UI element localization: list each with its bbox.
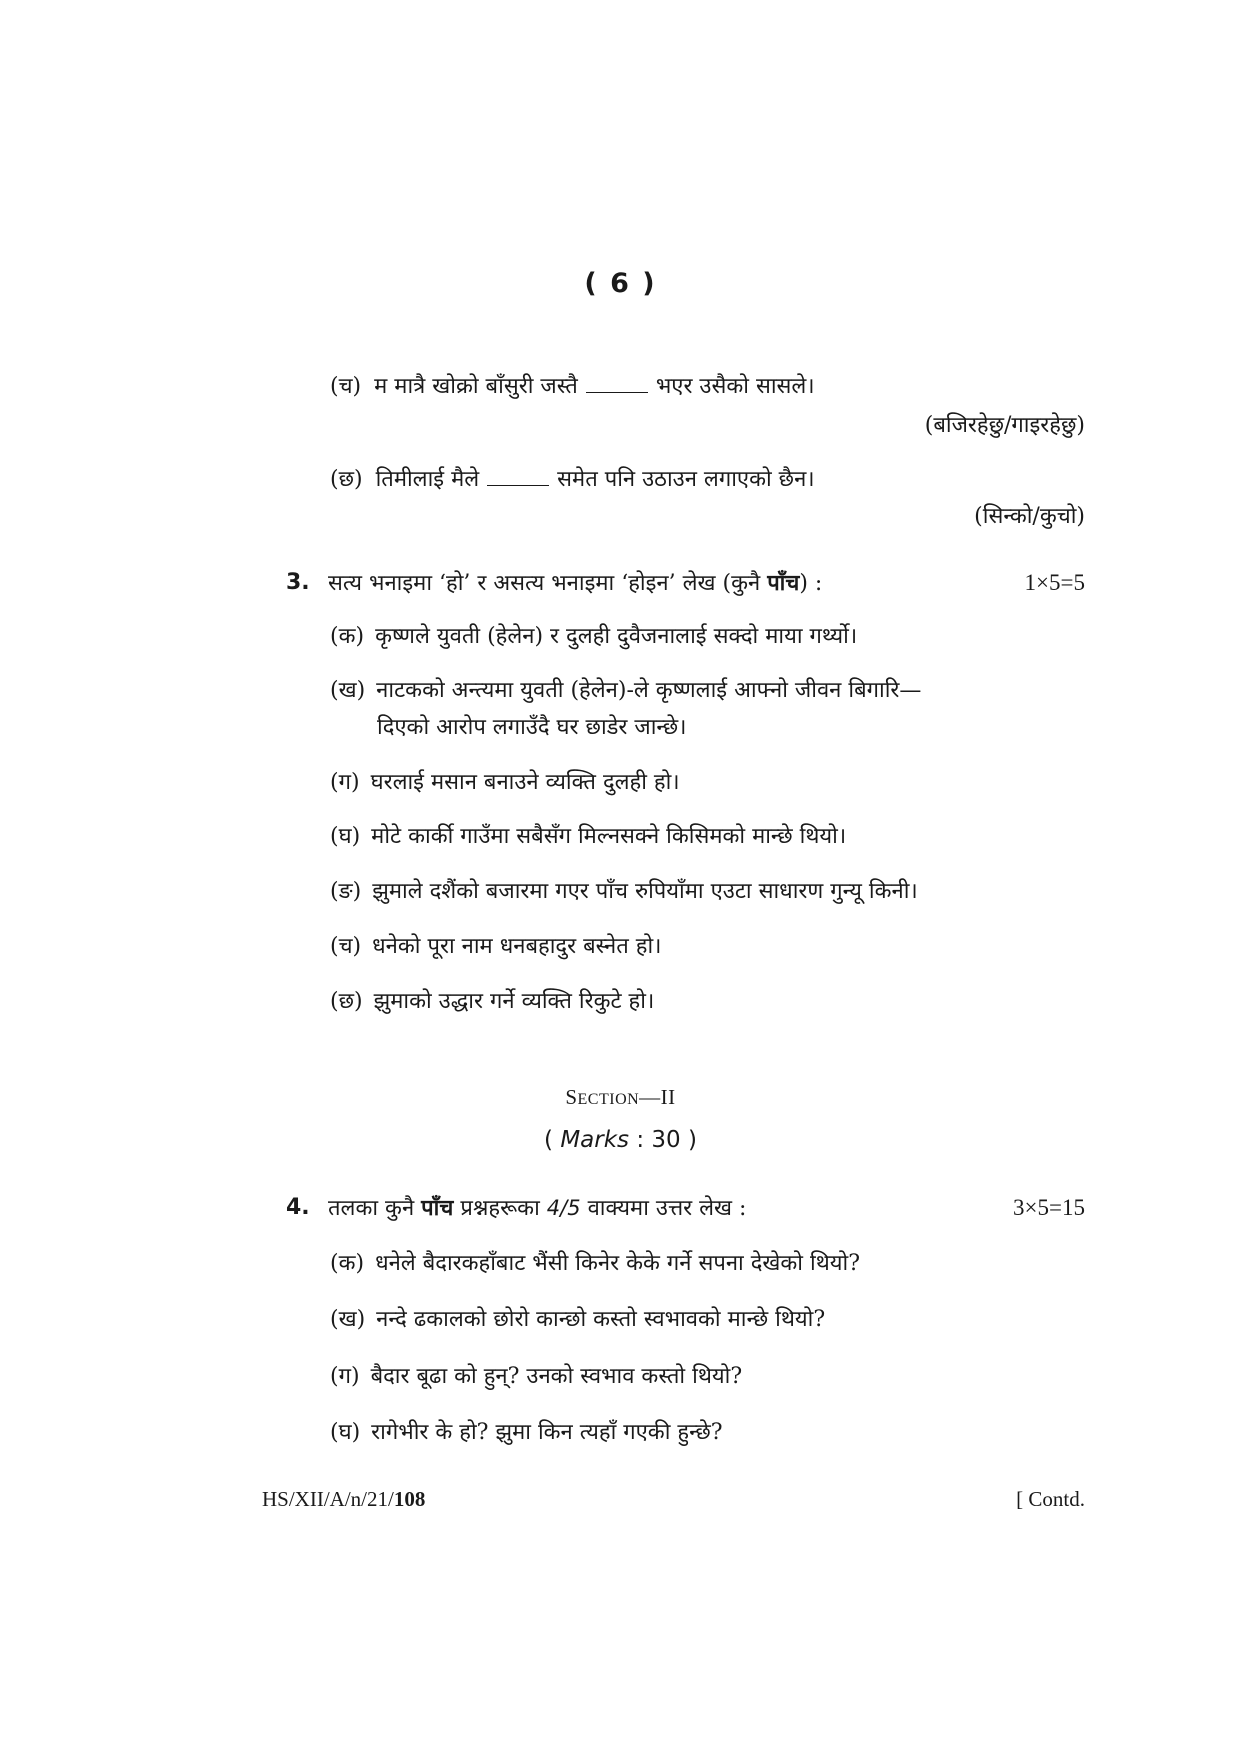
q3-item-cha: (च) धनेको पूरा नाम धनबहादुर बस्नेत हो। — [330, 934, 662, 959]
q4-item-kha: (ख) नन्दे ढकालको छोरो कान्छो कस्तो स्वभावको मान्छे थियो? — [330, 1307, 826, 1332]
q2-item-chha-options: (सिन्को/कुचो) — [974, 504, 1085, 529]
q3-item-gha: (घ) मोटे कार्की गाउँमा सबैसँग मिल्नसक्ने किसिमको मान्छे थियो। — [330, 824, 847, 849]
item-text-before: म मात्रै खोक्रो बाँसुरी जस्तै — [374, 374, 578, 399]
item-label: (छ) — [330, 467, 363, 492]
q4-item-gha: (घ) रागेभीर के हो? झुमा किन त्यहाँ गएकी हुन्छे? — [330, 1420, 723, 1445]
q4-item-ga: (ग) बैदार बूढा को हुन्? उनको स्वभाव कस्तो थियो? — [330, 1364, 743, 1389]
question-number-3: 3. — [286, 570, 310, 595]
paper-code: HS/XII/A/n/21/108 — [262, 1487, 426, 1511]
item-text-before: तिमीलाई मैले — [375, 467, 480, 492]
fill-blank — [487, 465, 549, 486]
q4-item-ka: (क) धनेले बैदारकहाँबाट भैंसी किनेर केके गर्ने सपना देखेको थियो? — [330, 1251, 861, 1276]
q2-item-cha — [330, 372, 815, 402]
question-4-marks: 3×5=15 — [1013, 1195, 1085, 1220]
question-3-marks: 1×5=5 — [1024, 570, 1085, 595]
fill-blank — [586, 372, 648, 393]
item-text-after: समेत पनि उठाउन लगाएको छैन। — [557, 467, 815, 492]
section-marks: ( Marks : 30 ) — [544, 1127, 697, 1153]
section-title: SECTION—II — [565, 1085, 676, 1109]
q3-item-ka: (क) कृष्णले युवती (हेलेन) र दुलही दुवैजनालाई सक्दो माया गर्थ्यो। — [330, 624, 858, 649]
q3-item-nga: (ङ) झुमाले दशैंको बजारमा गएर पाँच रुपियाँमा एउटा साधारण गुन्यू किनी। — [330, 879, 918, 904]
q3-item-kha-continued: दिएको आरोप लगाउँदै घर छाडेर जान्छे। — [377, 715, 687, 740]
page-number: ( 6 ) — [584, 268, 657, 299]
question-3-instruction: सत्य भनाइमा ‘हो’ र असत्य भनाइमा ‘होइन’ लेख (कुनै पाँच) : — [328, 570, 823, 596]
q3-item-chha: (छ) झुमाको उद्धार गर्ने व्यक्ति रिकुटे हो। — [330, 989, 655, 1014]
q2-item-cha-options: (बजिरहेछु/गाइरहेछु) — [924, 413, 1085, 438]
q2-item-chha — [330, 465, 815, 495]
question-number-4: 4. — [286, 1195, 310, 1220]
q3-item-kha: (ख) नाटकको अन्त्यमा युवती (हेलेन)-ले कृष्णलाई आफ्नो जीवन बिगारि— — [330, 678, 922, 703]
item-text-after: भएर उसैको सासले। — [655, 374, 815, 399]
question-4-instruction: तलका कुनै पाँच प्रश्नहरूका 4/5 वाक्यमा उत्तर लेख : — [328, 1195, 747, 1221]
continued-note: [ Contd. — [1016, 1487, 1085, 1511]
q3-item-ga: (ग) घरलाई मसान बनाउने व्यक्ति दुलही हो। — [330, 770, 680, 795]
item-label: (च) — [330, 374, 362, 399]
